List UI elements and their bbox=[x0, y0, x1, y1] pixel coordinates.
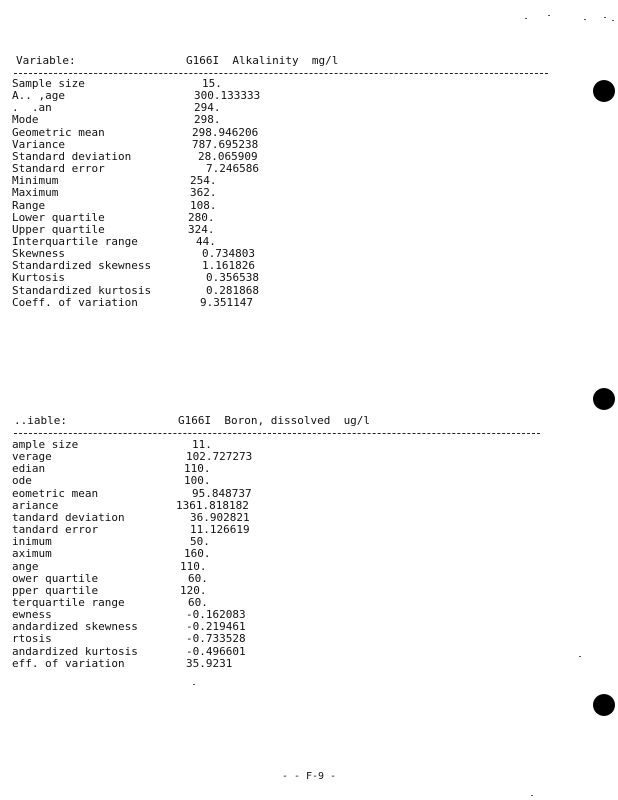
stat-value: 1.161826 bbox=[202, 259, 255, 273]
stat-label: Standard deviation bbox=[12, 149, 132, 163]
stat-value: 254. bbox=[190, 174, 217, 188]
table-row bbox=[0, 260, 560, 272]
variable-name: G166I Alkalinity mg/l bbox=[186, 54, 339, 67]
table-row bbox=[0, 561, 560, 573]
table-row bbox=[0, 212, 560, 224]
table-row bbox=[0, 127, 560, 139]
stat-value: 324. bbox=[188, 222, 215, 236]
dashed-rule bbox=[14, 433, 540, 434]
table-row bbox=[0, 439, 560, 451]
stat-value: 294. bbox=[194, 101, 221, 115]
scan-speck bbox=[584, 19, 586, 20]
binder-hole bbox=[593, 694, 615, 716]
scan-speck bbox=[525, 18, 527, 19]
table-row bbox=[0, 236, 560, 248]
table-row bbox=[0, 90, 560, 102]
stat-value: 60. bbox=[188, 571, 208, 585]
stat-value: 44. bbox=[196, 234, 216, 248]
stat-label: Geometric mean bbox=[12, 125, 105, 139]
table-row bbox=[0, 463, 560, 475]
stat-label: andardized skewness bbox=[12, 620, 138, 634]
table-row bbox=[0, 102, 560, 114]
scan-speck bbox=[579, 656, 581, 657]
stat-label: ample size bbox=[12, 438, 79, 451]
stat-value: 11. bbox=[192, 438, 212, 451]
stat-label: edian bbox=[12, 462, 46, 476]
scan-speck bbox=[531, 795, 533, 796]
stat-label: Kurtosis bbox=[12, 271, 65, 285]
table-row bbox=[0, 646, 560, 658]
stat-value: 95.848737 bbox=[192, 486, 252, 500]
table-row bbox=[0, 524, 560, 536]
table-row bbox=[0, 224, 560, 236]
variable-label: ..iable: bbox=[14, 414, 67, 427]
stat-label: Maximum bbox=[12, 186, 59, 200]
variable-name: G166I Boron, dissolved ug/l bbox=[178, 414, 371, 427]
stat-value: -0.496601 bbox=[186, 644, 246, 658]
stat-label: Standardized skewness bbox=[12, 259, 152, 273]
stat-value: 50. bbox=[190, 535, 210, 549]
stat-value: 280. bbox=[188, 210, 215, 224]
stat-label: ariance bbox=[12, 498, 59, 512]
stat-label: eff. of variation bbox=[12, 656, 125, 670]
stat-label: Sample size bbox=[12, 77, 85, 90]
dashed-rule bbox=[14, 73, 548, 74]
binder-hole bbox=[593, 388, 615, 410]
table-row bbox=[0, 272, 560, 284]
stat-value: 120. bbox=[180, 583, 207, 597]
table-row bbox=[0, 488, 560, 500]
stat-value: 35.9231 bbox=[186, 656, 233, 670]
stat-label: Lower quartile bbox=[12, 210, 105, 224]
stat-value: 110. bbox=[184, 462, 211, 476]
stat-label: Coeff. of variation bbox=[12, 295, 138, 309]
table-row bbox=[0, 597, 560, 609]
stat-label: verage bbox=[12, 450, 52, 464]
stat-label: tandard error bbox=[12, 523, 99, 537]
scan-speck bbox=[612, 20, 614, 21]
table-row bbox=[0, 585, 560, 597]
stat-label: Upper quartile bbox=[12, 222, 105, 236]
stat-value: 15. bbox=[202, 77, 222, 90]
table-row bbox=[0, 536, 560, 548]
variable-label: Variable: bbox=[16, 54, 76, 67]
stat-value: 11.126619 bbox=[190, 523, 250, 537]
stat-value: 60. bbox=[188, 595, 208, 609]
table-row bbox=[0, 139, 560, 151]
stat-value: 300.133333 bbox=[194, 89, 261, 103]
stat-value: -0.733528 bbox=[186, 632, 246, 646]
table-row bbox=[0, 285, 560, 297]
stat-label: Minimum bbox=[12, 174, 59, 188]
table-row bbox=[0, 175, 560, 187]
stat-label: . .an bbox=[12, 101, 52, 115]
stat-value: 0.734803 bbox=[202, 247, 255, 261]
stat-label: ewness bbox=[12, 608, 52, 622]
stat-label: A.. ,age bbox=[12, 89, 65, 103]
table-row bbox=[0, 78, 560, 90]
stat-value: 787.695238 bbox=[192, 137, 259, 151]
stat-label: terquartile range bbox=[12, 595, 125, 609]
stat-value: 110. bbox=[180, 559, 207, 573]
table-row bbox=[0, 475, 560, 487]
table-row bbox=[0, 658, 560, 670]
binder-hole bbox=[593, 80, 615, 102]
stat-label: ode bbox=[12, 474, 32, 488]
table-row bbox=[0, 163, 560, 175]
stat-value: 100. bbox=[184, 474, 211, 488]
stat-value: 7.246586 bbox=[206, 162, 259, 176]
table-row bbox=[0, 621, 560, 633]
scan-speck bbox=[604, 17, 606, 18]
stat-label: Standardized kurtosis bbox=[12, 283, 152, 297]
stat-label: tandard deviation bbox=[12, 510, 125, 524]
stat-value: 362. bbox=[190, 186, 217, 200]
stat-value: -0.162083 bbox=[186, 608, 246, 622]
table-row bbox=[0, 297, 560, 309]
stat-label: Range bbox=[12, 198, 46, 212]
stat-label: Variance bbox=[12, 137, 65, 151]
stat-value: 298.946206 bbox=[192, 125, 259, 139]
stat-value: 0.356538 bbox=[206, 271, 259, 285]
stat-value: 9.351147 bbox=[200, 295, 253, 309]
stat-label: Skewness bbox=[12, 247, 65, 261]
table-row bbox=[0, 500, 560, 512]
stat-value: 108. bbox=[190, 198, 217, 212]
table-row bbox=[0, 200, 560, 212]
stat-value: 102.727273 bbox=[186, 450, 253, 464]
table-row bbox=[0, 633, 560, 645]
table-row bbox=[0, 548, 560, 560]
table-row bbox=[0, 114, 560, 126]
stat-label: ange bbox=[12, 559, 39, 573]
table-row bbox=[0, 187, 560, 199]
stat-value: 298. bbox=[194, 113, 221, 127]
stat-value: 160. bbox=[184, 547, 211, 561]
stat-label: pper quartile bbox=[12, 583, 99, 597]
stat-label: Interquartile range bbox=[12, 234, 138, 248]
stat-label: Standard error bbox=[12, 162, 105, 176]
table-row bbox=[0, 451, 560, 463]
scan-speck bbox=[193, 684, 195, 685]
page-number: - - F-9 - bbox=[281, 771, 337, 782]
table-row bbox=[0, 573, 560, 585]
stat-label: Mode bbox=[12, 113, 39, 127]
stat-label: inimum bbox=[12, 535, 52, 549]
stat-label: ower quartile bbox=[12, 571, 99, 585]
stat-value: 1361.818182 bbox=[176, 498, 249, 512]
stat-label: andardized kurtosis bbox=[12, 644, 138, 658]
stat-value: 0.281868 bbox=[206, 283, 259, 297]
stat-value: 36.902821 bbox=[190, 510, 250, 524]
scan-speck bbox=[548, 15, 550, 16]
stat-label: rtosis bbox=[12, 632, 52, 646]
stat-label: eometric mean bbox=[12, 486, 99, 500]
stat-label: aximum bbox=[12, 547, 52, 561]
stat-value: -0.219461 bbox=[186, 620, 246, 634]
stat-value: 28.065909 bbox=[198, 149, 258, 163]
